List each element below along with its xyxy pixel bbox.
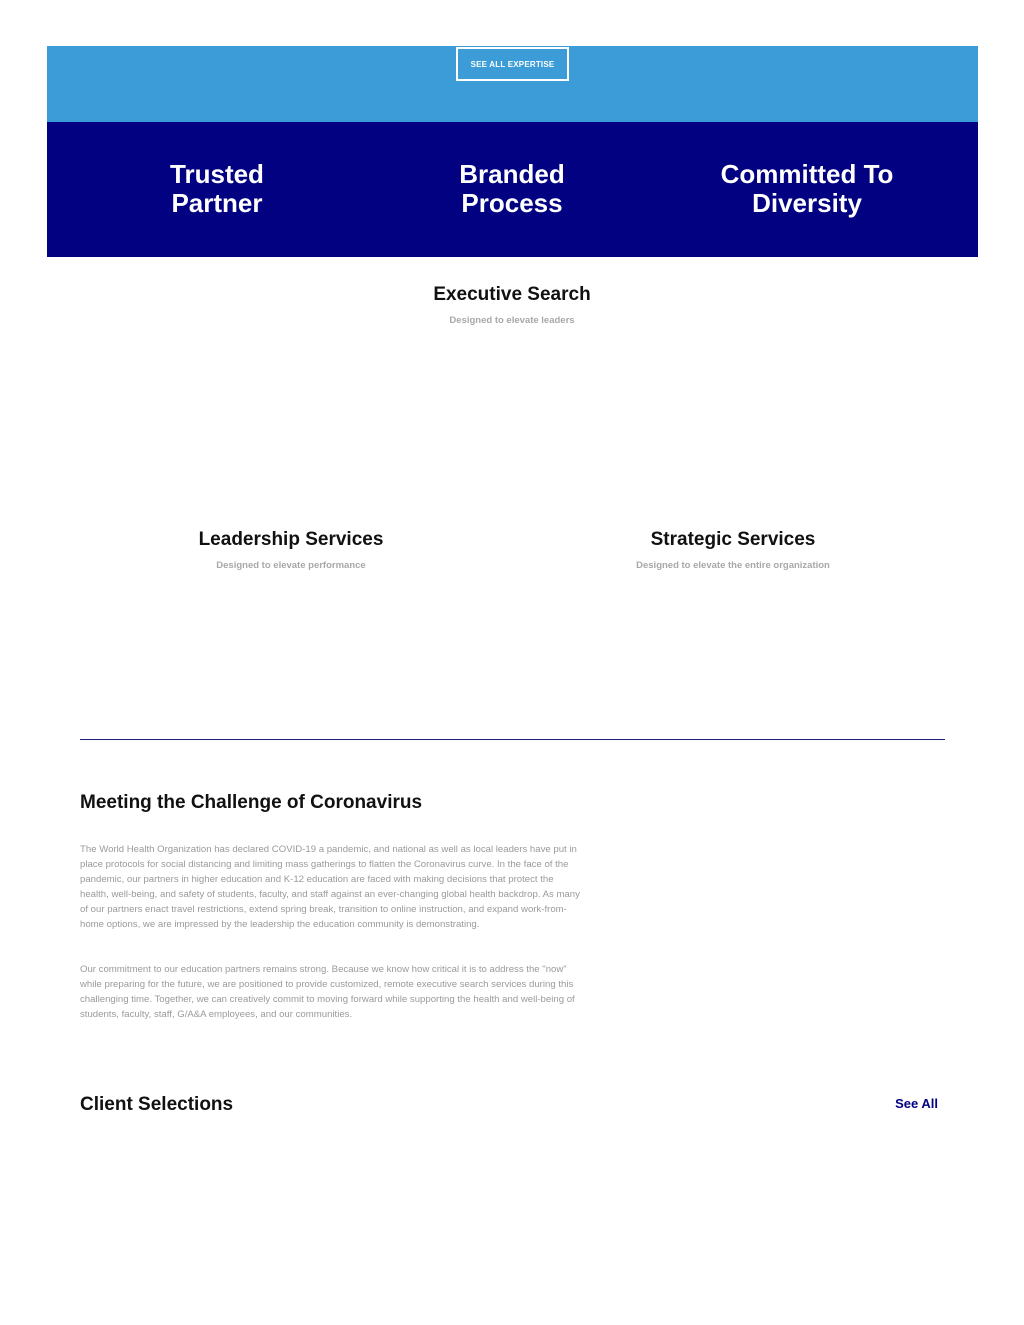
pillar-line: Branded (459, 159, 565, 189)
see-all-link[interactable]: See All (895, 1096, 938, 1111)
coronavirus-paragraph-2: Our commitment to our education partners remains strong. Because we know how critical it is to address the "now" while preparing for the future, we are positioned to provide customized, remote executive search services during this challenging time. Together, we can creatively commit to moving forward while supporting the health and well-being of students, faculty, staff, G/A&A employees, and our communities. (80, 964, 583, 1020)
executive-search-subtitle: Designed to elevate leaders (449, 315, 575, 326)
pillar-line: Trusted (170, 159, 264, 189)
leadership-services-subtitle: Designed to elevate performance (216, 560, 366, 571)
executive-search-title[interactable]: Executive Search (433, 284, 591, 305)
leadership-services-title[interactable]: Leadership Services (198, 529, 384, 550)
strategic-services-subtitle: Designed to elevate the entire organization (636, 560, 830, 571)
coronavirus-heading: Meeting the Challenge of Coronavirus (80, 792, 423, 813)
pillar-line: Diversity (752, 188, 862, 218)
strategic-services-title[interactable]: Strategic Services (650, 529, 816, 550)
pillar-committed-to-diversity (697, 160, 917, 218)
see-all-expertise-button[interactable]: SEE ALL EXPERTISE (456, 47, 569, 81)
pillar-trusted-partner (142, 160, 292, 218)
pillar-line: Process (461, 188, 563, 218)
pillar-line: Committed To (720, 159, 894, 189)
pillar-line: Partner (171, 188, 263, 218)
coronavirus-paragraph-1: The World Health Organization has declared COVID-19 a pandemic, and national as well as local leaders have put in place protocols for social distancing and limiting mass gatherings to flatten the Coronavirus curve. In the face of the pandemic, our partners in higher education and K-12 education are faced with making decisions that protect the health, well-being, and safety of students, faculty, and staff against an ever-changing global health backdrop. As many of our partners enact travel restrictions, extend spring break, transition to online instruction, and expand work-from-home options, we are impressed by the leadership the education community is demonstrating. (80, 844, 580, 930)
client-selections-heading: Client Selections (80, 1094, 234, 1115)
section-divider (80, 739, 945, 740)
pillar-branded-process (432, 160, 592, 218)
